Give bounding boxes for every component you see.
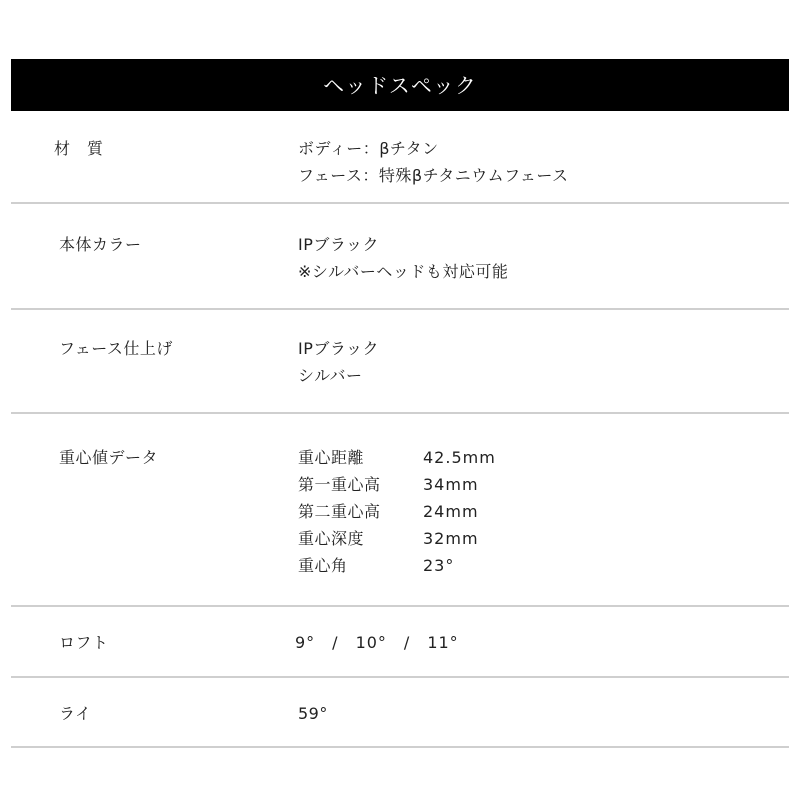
spec-label-face-finish: フェース仕上げ (59, 339, 173, 358)
material-body-line: ボディー：βチタン (298, 139, 439, 158)
cog-item-name: 重心深度 (298, 529, 365, 548)
spec-value-face-finish (298, 335, 379, 389)
cog-item-name: 重心距離 (298, 448, 365, 467)
spec-row-loft (11, 607, 789, 678)
spec-row-lie (11, 678, 789, 748)
material-face-line: フェース：特殊βチタニウムフェース (298, 166, 569, 185)
cog-item-value: 23° (423, 556, 455, 575)
cog-item (298, 525, 496, 552)
cog-item-value: 24mm (423, 502, 479, 521)
spec-label-lie: ライ (59, 704, 92, 723)
spec-row-material (11, 111, 789, 204)
cog-item-name: 重心角 (298, 556, 348, 575)
cog-item (298, 552, 496, 579)
spec-value-material (298, 135, 569, 189)
face-finish-line-2: シルバー (298, 366, 363, 385)
spec-row-face-finish (11, 310, 789, 414)
spec-label-cog-data: 重心値データ (59, 448, 159, 467)
spec-row-cog-data (11, 414, 789, 607)
table-title: ヘッドスペック (323, 74, 477, 98)
head-spec-table (11, 59, 789, 748)
face-finish-line-1: IPブラック (298, 339, 380, 358)
cog-data-list (298, 444, 496, 579)
cog-item (298, 498, 496, 525)
cog-item-value: 32mm (423, 529, 479, 548)
cog-item-name: 第二重心高 (298, 502, 381, 521)
spec-value-loft: 9° / 10° / 11° (295, 633, 459, 652)
body-color-line-1: IPブラック (298, 235, 380, 254)
cog-item (298, 471, 496, 498)
cog-item (298, 444, 496, 471)
cog-item-name: 第一重心高 (298, 475, 381, 494)
table-header (11, 59, 789, 111)
body-color-line-2: ※シルバーヘッドも対応可能 (298, 262, 509, 281)
spec-row-body-color (11, 204, 789, 310)
spec-label-loft: ロフト (59, 633, 109, 652)
cog-item-value: 34mm (423, 475, 479, 494)
spec-label-body-color: 本体カラー (59, 235, 142, 254)
spec-value-lie: 59° (298, 704, 328, 723)
spec-value-body-color (298, 231, 508, 285)
cog-item-value: 42.5mm (423, 448, 496, 467)
spec-label-material: 材 質 (54, 139, 104, 158)
